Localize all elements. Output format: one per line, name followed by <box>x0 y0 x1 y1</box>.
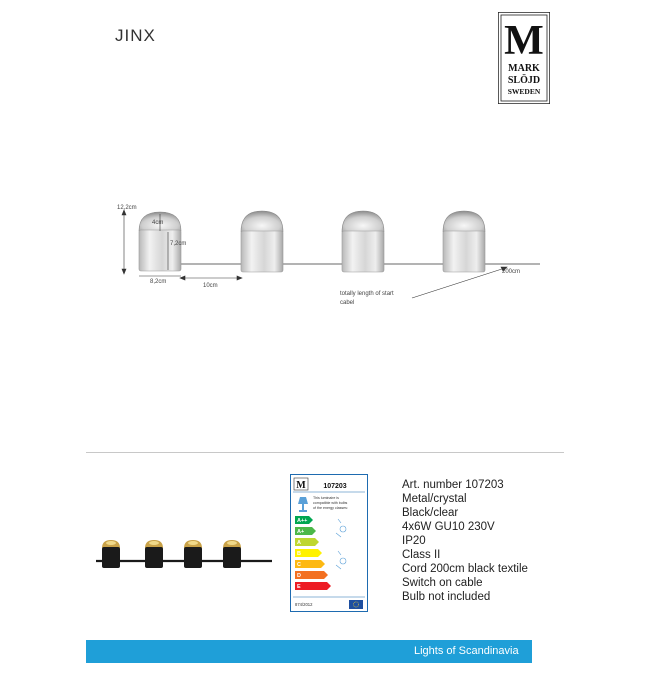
luminaire-icon <box>298 497 308 512</box>
logo-line-mark: MARK <box>508 63 540 74</box>
spec-line: IP20 <box>402 535 426 547</box>
energy-label-graphic <box>291 475 367 611</box>
eu-flag-icon <box>349 600 363 609</box>
spec-line: Cord 200cm black textile <box>402 563 528 575</box>
product-specs <box>402 478 528 604</box>
energy-class-bars <box>295 516 331 590</box>
spec-line: Metal/crystal <box>402 493 467 505</box>
energy-class-label: A++ <box>297 518 308 525</box>
label-height-total: 12,2cm <box>117 205 137 211</box>
separator-line <box>86 452 564 453</box>
product-photo <box>96 520 272 580</box>
photo-lamp-2 <box>145 540 163 568</box>
energy-header-logo: M <box>296 480 306 491</box>
energy-class-label: A <box>297 540 301 547</box>
label-height-body: 7,2cm <box>170 241 187 247</box>
footer-tagline: Lights of Scandinavia <box>414 645 519 657</box>
spec-line: Black/clear <box>402 507 459 519</box>
photo-lamp-1 <box>102 540 120 568</box>
spec-line: Art. number 107203 <box>402 479 504 491</box>
energy-class-label: D <box>297 573 301 580</box>
spec-line: Class II <box>402 549 441 561</box>
energy-regulation: 874/2012 <box>295 602 313 607</box>
spec-line: Bulb not included <box>402 591 491 603</box>
energy-class-label: B <box>297 551 301 558</box>
label-note-line1: totally length of start <box>340 291 394 297</box>
energy-text-line2: compatible with bulbs <box>313 501 348 505</box>
footer-bar <box>86 640 532 663</box>
lamp-3 <box>342 211 384 272</box>
label-spacing: 10cm <box>203 283 218 289</box>
energy-class-label: C <box>297 562 301 569</box>
label-diameter: 8,2cm <box>150 279 167 285</box>
label-note-line2: cabel <box>340 300 355 306</box>
compatible-bulb-icons <box>336 519 346 569</box>
logo-line-slojd: SLÖJD <box>507 75 541 86</box>
logo-letter: M <box>504 18 544 64</box>
energy-text-line1: This luminaire is <box>313 496 339 500</box>
spec-line: 4x6W GU10 230V <box>402 521 495 533</box>
logo-line-sweden: SWEDEN <box>507 87 541 96</box>
lamp-2 <box>241 211 283 272</box>
product-title: JINX <box>115 26 156 45</box>
photo-lamp-3 <box>184 540 202 568</box>
energy-class-label: A+ <box>297 529 305 536</box>
energy-label <box>290 474 368 612</box>
spec-line: Switch on cable <box>402 577 483 589</box>
lamp-4 <box>443 211 485 272</box>
photo-lamp-4 <box>223 540 241 568</box>
energy-article-number: 107203 <box>323 483 347 490</box>
label-cable-length: 200cm <box>502 269 521 275</box>
energy-text-line3: of the energy classes: <box>313 506 348 510</box>
label-height-cap: 4cm <box>152 220 164 226</box>
energy-class-label: E <box>297 584 301 591</box>
